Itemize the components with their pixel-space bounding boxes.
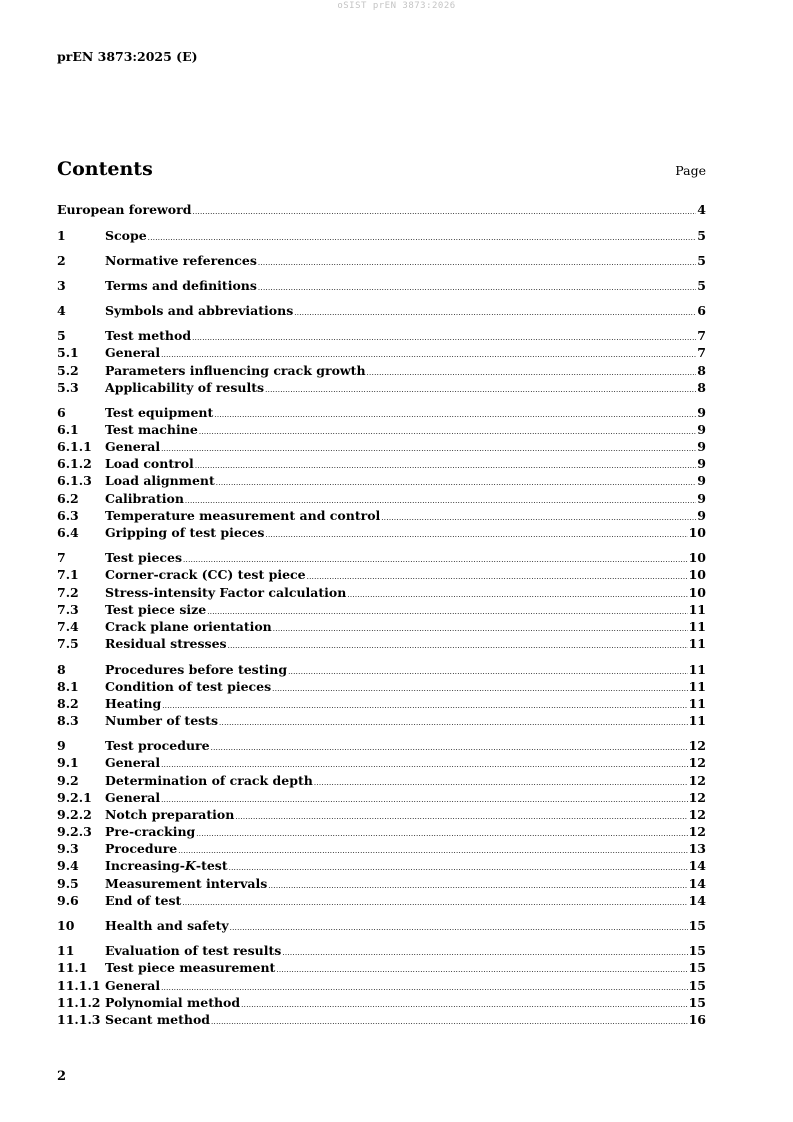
toc-entry-number: 3 — [57, 278, 66, 293]
toc-entry-title: Symbols and abbreviations — [105, 303, 294, 318]
toc-dot-leader — [288, 664, 688, 678]
toc-entry-number: 8.1 — [57, 679, 79, 694]
toc-entry-title: Procedures before testing — [105, 662, 288, 677]
toc-entry-page: 10 — [688, 567, 706, 582]
toc-entry-number: 9.2.1 — [57, 790, 92, 805]
toc-entry[interactable] — [57, 840, 706, 857]
toc-entry-number: 9.3 — [57, 841, 79, 856]
toc-entry-page: 15 — [688, 943, 706, 958]
toc-entry-page: 12 — [688, 755, 706, 770]
toc-entry-number: 11 — [57, 943, 75, 958]
toc-dot-leader — [347, 587, 687, 601]
toc-entry-number: 9.2 — [57, 773, 79, 788]
toc-entry-page: 14 — [688, 876, 706, 891]
toc-entry-number: 6.1.3 — [57, 473, 92, 488]
toc-entry[interactable] — [57, 601, 706, 618]
toc-dot-leader — [183, 552, 688, 566]
toc-entry-number: 9.2.2 — [57, 807, 92, 822]
toc-entry-number: 6 — [57, 405, 66, 420]
toc-entry-page: 10 — [688, 550, 706, 565]
toc-dot-leader — [241, 997, 687, 1011]
toc-entry[interactable] — [57, 277, 706, 294]
toc-entry-number: 6.1.1 — [57, 439, 92, 454]
toc-entry-page: 12 — [688, 738, 706, 753]
toc-entry-page: 10 — [688, 585, 706, 600]
toc-entry-page: 8 — [697, 363, 706, 378]
toc-entry-title: General — [105, 755, 161, 770]
toc-entry-page: 13 — [688, 841, 706, 856]
toc-entry[interactable] — [57, 302, 706, 319]
page-number: 2 — [57, 1069, 67, 1084]
toc-entry-number: 7.1 — [57, 567, 79, 582]
toc-entry-number: 9.2.3 — [57, 824, 92, 839]
toc-entry-title: Pre-cracking — [105, 824, 196, 839]
toc-entry[interactable] — [57, 490, 706, 507]
toc-entry-page: 4 — [697, 202, 706, 217]
watermark: oSIST prEN 3873:2026 — [337, 1, 456, 11]
toc-entry-number: 6.2 — [57, 491, 79, 506]
toc-entry-number: 7.5 — [57, 636, 79, 651]
toc-entry[interactable] — [57, 994, 706, 1011]
toc-entry-page: 5 — [697, 278, 706, 293]
toc-entry-number: 8.2 — [57, 696, 79, 711]
toc-entry[interactable] — [57, 584, 706, 601]
toc-dot-leader — [219, 715, 688, 729]
toc-entry[interactable] — [57, 566, 706, 583]
toc-dot-leader — [265, 382, 696, 396]
toc-entry-page: 12 — [688, 773, 706, 788]
toc-entry-number: 9.4 — [57, 858, 79, 873]
toc-entry-page: 14 — [688, 893, 706, 908]
toc-entry[interactable] — [57, 362, 706, 379]
toc-entry-page: 11 — [688, 619, 706, 634]
toc-entry[interactable] — [57, 712, 706, 729]
toc-entry-number: 9.5 — [57, 876, 79, 891]
toc-entry[interactable] — [57, 327, 706, 344]
toc-dot-leader — [182, 895, 687, 909]
toc-dot-leader — [230, 920, 688, 934]
page-column-label: Page — [675, 163, 706, 178]
toc-entry[interactable] — [57, 549, 706, 566]
toc-entry-page: 12 — [688, 824, 706, 839]
toc-entry-number: 7.4 — [57, 619, 79, 634]
toc-entry-number: 8 — [57, 662, 66, 677]
toc-entry-number: 6.1.2 — [57, 456, 92, 471]
toc-entry-number: 7 — [57, 550, 66, 565]
toc-entry-number: 5.2 — [57, 363, 79, 378]
toc-dot-leader — [258, 255, 696, 269]
toc-entry-page: 9 — [697, 508, 706, 523]
toc-dot-leader — [268, 878, 687, 892]
toc-entry-title: Secant method — [105, 1012, 211, 1027]
toc-entry[interactable] — [57, 754, 706, 771]
toc-dot-leader — [273, 621, 688, 635]
toc-entry-page: 14 — [688, 858, 706, 873]
toc-entry-number: 9 — [57, 738, 66, 753]
toc-entry-page: 6 — [697, 303, 706, 318]
toc-entry-page: 15 — [688, 960, 706, 975]
toc-entry-title: Load alignment — [105, 473, 215, 488]
toc-dot-leader — [265, 527, 687, 541]
toc-dot-leader — [381, 510, 696, 524]
toc-entry[interactable] — [57, 404, 706, 421]
toc-entry-page: 9 — [697, 491, 706, 506]
toc-entry-number: 6.4 — [57, 525, 79, 540]
toc-entry[interactable] — [57, 661, 706, 678]
toc-entry-title: Polynomial method — [105, 995, 241, 1010]
toc-entry[interactable] — [57, 344, 706, 361]
toc-entry[interactable] — [57, 942, 706, 959]
toc-entry-title: Load control — [105, 456, 194, 471]
toc-entry-title: Corner-crack (CC) test piece — [105, 567, 306, 582]
toc-entry-title: Gripping of test pieces — [105, 525, 265, 540]
toc-entry-title: Notch preparation — [105, 807, 235, 822]
toc-entry-page: 5 — [697, 253, 706, 268]
toc-entry-title: Evaluation of test results — [105, 943, 282, 958]
toc-entry-page: 12 — [688, 807, 706, 822]
toc-entry-title: Residual stresses — [105, 636, 227, 651]
toc-entry[interactable] — [57, 421, 706, 438]
toc-dot-leader — [192, 204, 696, 218]
toc-entry-number: 6.3 — [57, 508, 79, 523]
toc-entry-page: 11 — [688, 662, 706, 677]
toc-dot-leader — [178, 843, 687, 857]
toc-dot-leader — [195, 458, 696, 472]
toc-entry-page: 15 — [688, 918, 706, 933]
toc-entry[interactable] — [57, 772, 706, 789]
toc-dot-leader — [229, 860, 688, 874]
toc-dot-leader — [148, 230, 697, 244]
toc-entry-page: 10 — [688, 525, 706, 540]
toc-entry-title: European foreword — [57, 202, 192, 217]
toc-dot-leader — [161, 347, 696, 361]
document-id: prEN 3873:2025 (E) — [57, 49, 198, 64]
toc-entry[interactable] — [57, 252, 706, 269]
toc-entry[interactable] — [57, 977, 706, 994]
toc-entry-title: Calibration — [105, 491, 184, 506]
toc-entry-title: Terms and definitions — [105, 278, 257, 293]
toc-entry[interactable] — [57, 695, 706, 712]
toc-dot-leader — [162, 698, 687, 712]
toc-dot-leader — [228, 638, 688, 652]
toc-entry-title: Increasing-K-test — [105, 858, 228, 873]
toc-entry-page: 9 — [697, 473, 706, 488]
toc-dot-leader — [211, 740, 688, 754]
toc-dot-leader — [192, 330, 696, 344]
toc-entry[interactable] — [57, 524, 706, 541]
toc-entry-title: Test equipment — [105, 405, 214, 420]
toc-entry-page: 9 — [697, 439, 706, 454]
toc-entry-title: Health and safety — [105, 918, 229, 933]
toc-dot-leader — [161, 441, 696, 455]
toc-entry-title: General — [105, 978, 161, 993]
toc-entry-number: 9.6 — [57, 893, 79, 908]
toc-entry-title: Condition of test pieces — [105, 679, 272, 694]
toc-entry[interactable] — [57, 857, 706, 874]
toc-dot-leader — [161, 980, 687, 994]
toc-entry-page: 11 — [688, 696, 706, 711]
contents-title: Contents — [57, 158, 153, 180]
toc-entry[interactable] — [57, 806, 706, 823]
toc-entry-page: 7 — [697, 345, 706, 360]
toc-entry-page: 9 — [697, 405, 706, 420]
toc-dot-leader — [196, 826, 687, 840]
toc-entry-number: 2 — [57, 253, 66, 268]
toc-entry-number: 4 — [57, 303, 66, 318]
toc-entry-number: 5.1 — [57, 345, 79, 360]
toc-entry[interactable] — [57, 455, 706, 472]
toc-entry-title: Test method — [105, 328, 192, 343]
toc-entry-number: 5.3 — [57, 380, 79, 395]
toc-entry-number: 9.1 — [57, 755, 79, 770]
toc-entry-title: Temperature measurement and control — [105, 508, 381, 523]
toc-entry-number: 6.1 — [57, 422, 79, 437]
toc-entry[interactable] — [57, 737, 706, 754]
toc-entry-number: 7.2 — [57, 585, 79, 600]
toc-entry-number: 5 — [57, 328, 66, 343]
toc-entry-page: 9 — [697, 456, 706, 471]
toc-entry-page: 5 — [697, 228, 706, 243]
toc-entry-title: Test machine — [105, 422, 198, 437]
toc-dot-leader — [211, 1014, 688, 1028]
toc-entry-page: 11 — [688, 713, 706, 728]
toc-entry-page: 11 — [688, 636, 706, 651]
toc-dot-leader — [272, 681, 687, 695]
toc-dot-leader — [214, 407, 696, 421]
toc-dot-leader — [216, 475, 697, 489]
toc-dot-leader — [161, 792, 687, 806]
toc-entry[interactable] — [57, 472, 706, 489]
toc-dot-leader — [207, 604, 687, 618]
toc-entry[interactable] — [57, 379, 706, 396]
toc-dot-leader — [367, 365, 697, 379]
toc-entry-number: 10 — [57, 918, 75, 933]
toc-entry-title: Test pieces — [105, 550, 183, 565]
toc-dot-leader — [307, 569, 688, 583]
toc-entry[interactable] — [57, 1011, 706, 1028]
toc-entry-title: Scope — [105, 228, 147, 243]
toc-dot-leader — [314, 775, 688, 789]
toc-entry[interactable] — [57, 438, 706, 455]
toc-entry-title: Normative references — [105, 253, 257, 268]
toc-entry-title: Parameters influencing crack growth — [105, 363, 366, 378]
toc-dot-leader — [185, 493, 696, 507]
toc-entry-title: Applicability of results — [105, 380, 265, 395]
toc-entry[interactable] — [57, 892, 706, 909]
toc-entry-page: 16 — [688, 1012, 706, 1027]
toc-entry-title: Number of tests — [105, 713, 219, 728]
toc-dot-leader — [199, 424, 696, 438]
toc-entry-page: 15 — [688, 995, 706, 1010]
toc-entry-page: 7 — [697, 328, 706, 343]
toc-dot-leader — [258, 280, 696, 294]
toc-entry-title: Test procedure — [105, 738, 210, 753]
toc-entry-page: 12 — [688, 790, 706, 805]
toc-dot-leader — [235, 809, 687, 823]
toc-entry-number: 11.1 — [57, 960, 88, 975]
toc-dot-leader — [276, 962, 687, 976]
toc-entry-title: Test piece measurement — [105, 960, 276, 975]
toc-entry-title: Crack plane orientation — [105, 619, 272, 634]
toc-entry[interactable] — [57, 227, 706, 244]
toc-entry-page: 15 — [688, 978, 706, 993]
toc-entry-number: 11.1.3 — [57, 1012, 101, 1027]
toc-entry-number: 7.3 — [57, 602, 79, 617]
toc-entry-title: General — [105, 790, 161, 805]
toc-entry-title: Procedure — [105, 841, 178, 856]
toc-entry-number: 11.1.1 — [57, 978, 101, 993]
toc-entry-title: Stress-intensity Factor calculation — [105, 585, 347, 600]
toc-entry[interactable] — [57, 875, 706, 892]
toc-dot-leader — [161, 757, 687, 771]
toc-entry[interactable] — [57, 917, 706, 934]
toc-entry[interactable] — [57, 789, 706, 806]
toc-entry-title: End of test — [105, 893, 182, 908]
toc-entry-number: 8.3 — [57, 713, 79, 728]
toc-entry-page: 11 — [688, 602, 706, 617]
toc-entry-title: Test piece size — [105, 602, 207, 617]
toc-entry-title: Heating — [105, 696, 162, 711]
toc-dot-leader — [294, 305, 696, 319]
toc-entry-title: General — [105, 439, 161, 454]
toc-entry-page: 11 — [688, 679, 706, 694]
toc-entry-title: Determination of crack depth — [105, 773, 313, 788]
toc-entry-number: 11.1.2 — [57, 995, 101, 1010]
toc-entry[interactable] — [57, 507, 706, 524]
toc-entry-title: General — [105, 345, 161, 360]
toc-entry-page: 9 — [697, 422, 706, 437]
toc-entry[interactable] — [57, 959, 706, 976]
toc-dot-leader — [282, 945, 687, 959]
toc-entry-page: 8 — [697, 380, 706, 395]
toc-entry[interactable] — [57, 678, 706, 695]
toc-entry-number: 1 — [57, 228, 66, 243]
toc-entry[interactable] — [57, 823, 706, 840]
toc-entry[interactable] — [57, 618, 706, 635]
toc-entry[interactable] — [57, 635, 706, 652]
toc-entry[interactable] — [57, 201, 706, 218]
toc-entry-title: Measurement intervals — [105, 876, 268, 891]
